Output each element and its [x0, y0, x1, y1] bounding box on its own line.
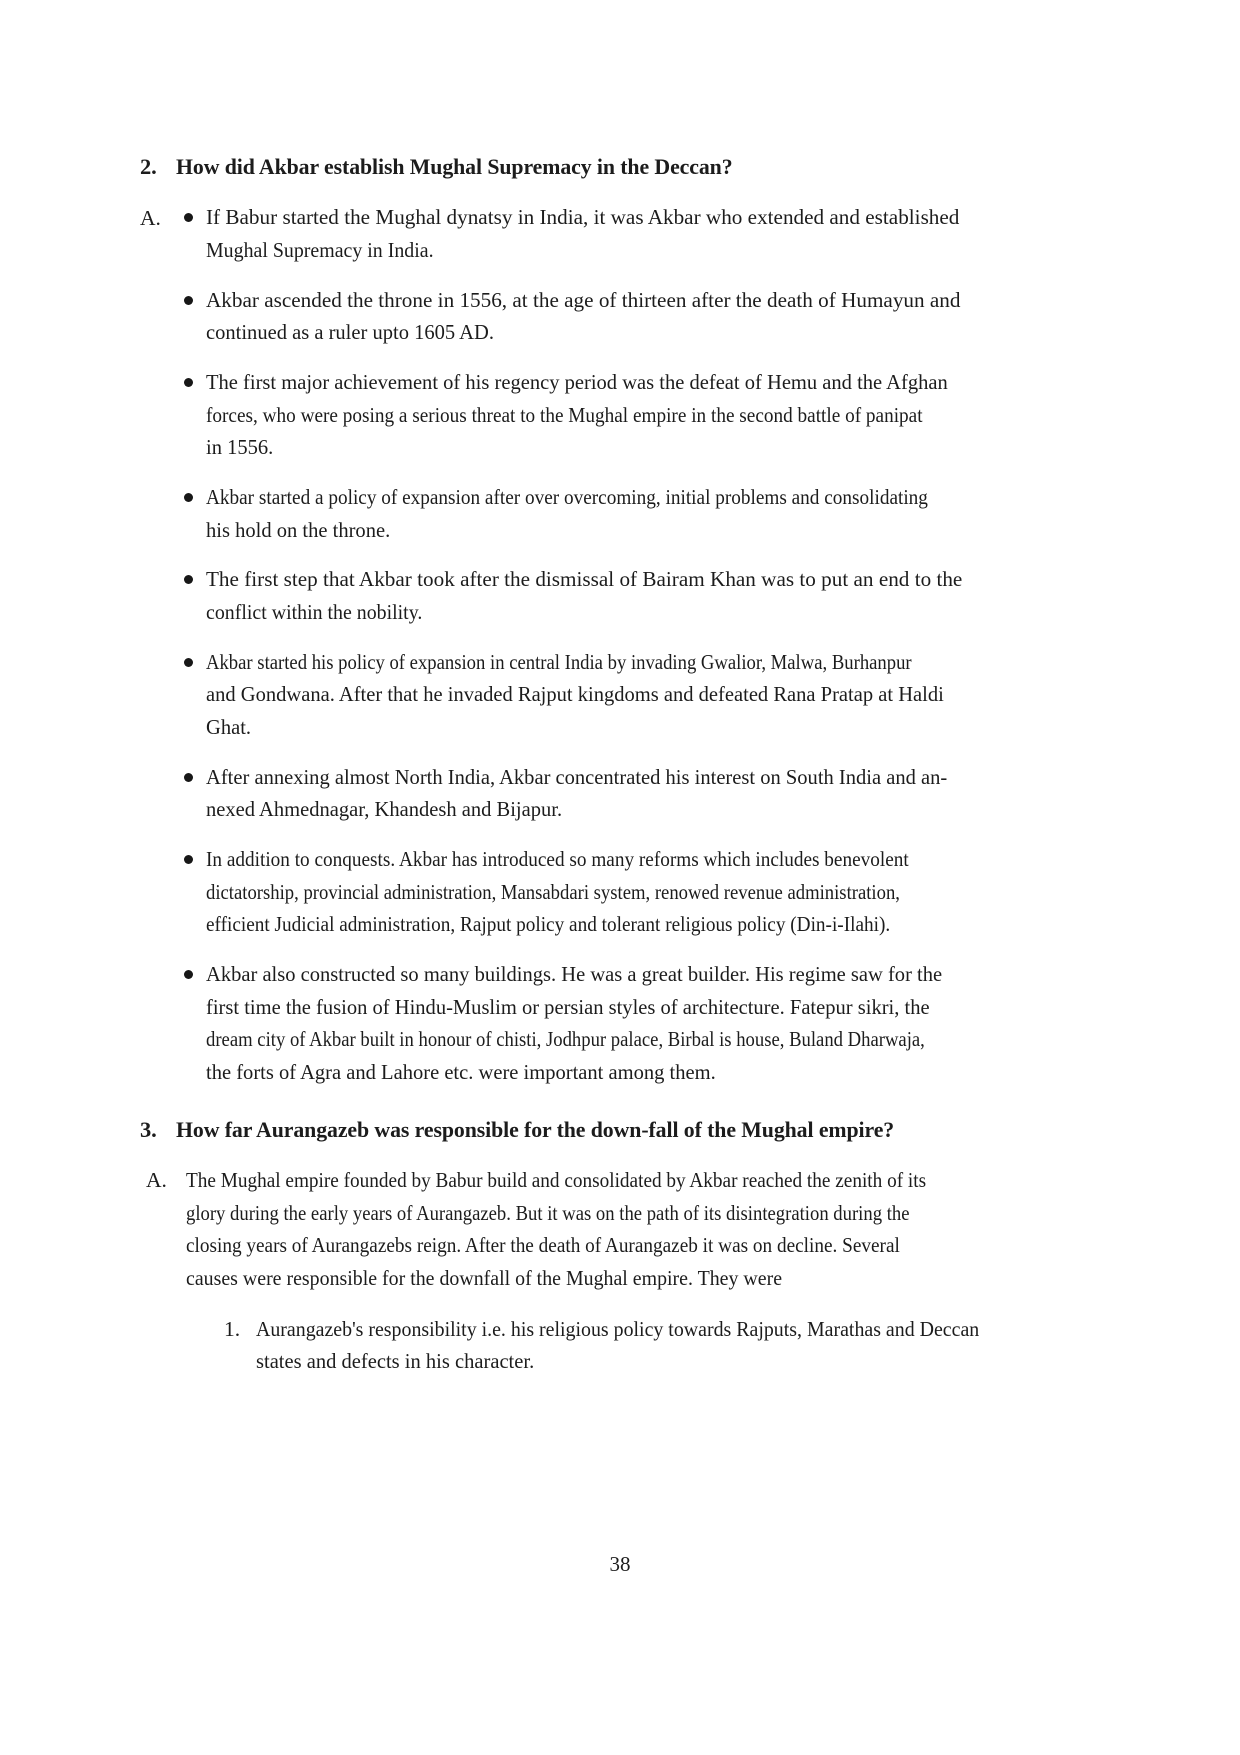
list-item [224, 1313, 1000, 1378]
question-2-heading [140, 152, 1000, 181]
list-item [184, 201, 1034, 266]
list-item-text [206, 366, 1034, 464]
list-item-text [206, 761, 1034, 826]
text-line: Mughal Supremacy in India. [206, 237, 434, 262]
question-3-heading [140, 1115, 1000, 1144]
text-line: closing years of Aurangazebs reign. After the death of Aurangazeb it was on decline. Several [186, 1233, 900, 1258]
question-3-number: 3. [140, 1116, 157, 1142]
text-line: Akbar also constructed so many buildings. He was a great builder. His regime saw for the [206, 962, 943, 987]
text-line: The first step that Akbar took after the dismissal of Bairam Khan was to put an end to the [206, 567, 963, 592]
text-line: dream city of Akbar built in honour of chisti, Jodhpur palace, Birbal is house, Buland Dharwaja, [206, 1027, 925, 1052]
list-item-text [206, 646, 1034, 744]
question-3-text: How far Aurangazeb was responsible for the down-fall of the Mughal empire? [176, 1116, 895, 1142]
list-item [184, 366, 1034, 464]
list-item [184, 481, 1034, 546]
question-3-numbered-list [224, 1313, 1000, 1378]
list-item [184, 563, 1034, 628]
text-line: first time the fusion of Hindu-Muslim or persian styles of architecture. Fatepur sikri, the [206, 994, 930, 1019]
bullet-dot-icon [184, 563, 206, 584]
text-line: continued as a ruler upto 1605 AD. [206, 320, 494, 345]
text-line: conflict within the nobility. [206, 599, 423, 624]
bullet-dot-icon [184, 366, 206, 387]
list-item-text [206, 284, 1034, 349]
text-line: The Mughal empire founded by Babur build and consolidated by Akbar reached the zenith of its [186, 1167, 927, 1192]
list-item-text [206, 958, 1034, 1089]
text-line: After annexing almost North India, Akbar concentrated his interest on South India and an- [206, 764, 948, 789]
question-2-answer [140, 201, 1000, 1088]
list-item [184, 646, 1034, 744]
bullet-dot-icon [184, 958, 206, 979]
list-item [184, 284, 1034, 349]
bullet-dot-icon [184, 481, 206, 502]
list-item-text [256, 1313, 1038, 1378]
text-line: states and defects in his character. [256, 1349, 535, 1374]
list-item [184, 958, 1034, 1089]
question-2-text: How did Akbar establish Mughal Supremacy in the Deccan? [176, 154, 733, 179]
question-3-answer-text [186, 1164, 1020, 1295]
text-line: In addition to conquests. Akbar has introduced so many reforms which includes benevolent [206, 847, 909, 871]
text-line: Akbar started a policy of expansion after over overcoming, initial problems and consolidating [206, 484, 928, 509]
page-number: 38 [609, 1552, 631, 1576]
text-line: Aurangazeb's responsibility i.e. his religious policy towards Rajputs, Marathas and Deccan [256, 1316, 980, 1341]
text-line: The first major achievement of his regency period was the defeat of Hemu and the Afghan [206, 369, 948, 394]
bullet-dot-icon [184, 761, 206, 782]
text-line: dictatorship, provincial administration, Mansabdari system, renowed revenue administration, [206, 879, 900, 904]
text-line: his hold on the throne. [206, 517, 391, 542]
list-item [184, 761, 1034, 826]
text-line: and Gondwana. After that he invaded Rajput kingdoms and defeated Rana Pratap at Haldi [206, 682, 944, 707]
list-item-text [206, 481, 1034, 546]
text-line: the forts of Agra and Lahore etc. were important among them. [206, 1060, 716, 1085]
question-2-number: 2. [140, 154, 157, 179]
bullet-dot-icon [184, 646, 206, 667]
list-item-marker: 1. [224, 1316, 241, 1341]
bullet-dot-icon [184, 284, 206, 305]
text-line: Akbar started his policy of expansion in central India by invading Gwalior, Malwa, Burhanpur [206, 649, 912, 674]
list-item-text [206, 563, 1034, 628]
text-line: If Babur started the Mughal dynatsy in India, it was Akbar who extended and established [206, 205, 960, 230]
text-line: forces, who were posing a serious threat to the Mughal empire in the second battle of panipat [206, 402, 923, 427]
question-2-answer-label: A. [140, 206, 161, 231]
list-item [184, 843, 1034, 941]
text-line: efficient Judicial administration, Rajput policy and tolerant religious policy (Din-i-Ilahi). [206, 912, 891, 937]
text-line: Ghat. [206, 714, 252, 739]
text-line: nexed Ahmednagar, Khandesh and Bijapur. [206, 797, 563, 822]
question-3-answer [140, 1164, 1000, 1295]
text-line: Akbar ascended the throne in 1556, at the age of thirteen after the death of Humayun and [206, 287, 961, 312]
bullet-dot-icon [184, 843, 206, 864]
list-item-text [206, 843, 1034, 941]
question-3-answer-label: A. [146, 1167, 167, 1192]
list-item-text [206, 201, 1034, 266]
text-line: in 1556. [206, 435, 274, 460]
question-2-bullet-list [184, 201, 1034, 1088]
bullet-dot-icon [184, 201, 206, 222]
text-line: glory during the early years of Aurangazeb. But it was on the path of its disintegration during the [186, 1200, 910, 1225]
text-line: causes were responsible for the downfall of the Mughal empire. They were [186, 1265, 783, 1290]
page-content [140, 152, 1000, 1378]
